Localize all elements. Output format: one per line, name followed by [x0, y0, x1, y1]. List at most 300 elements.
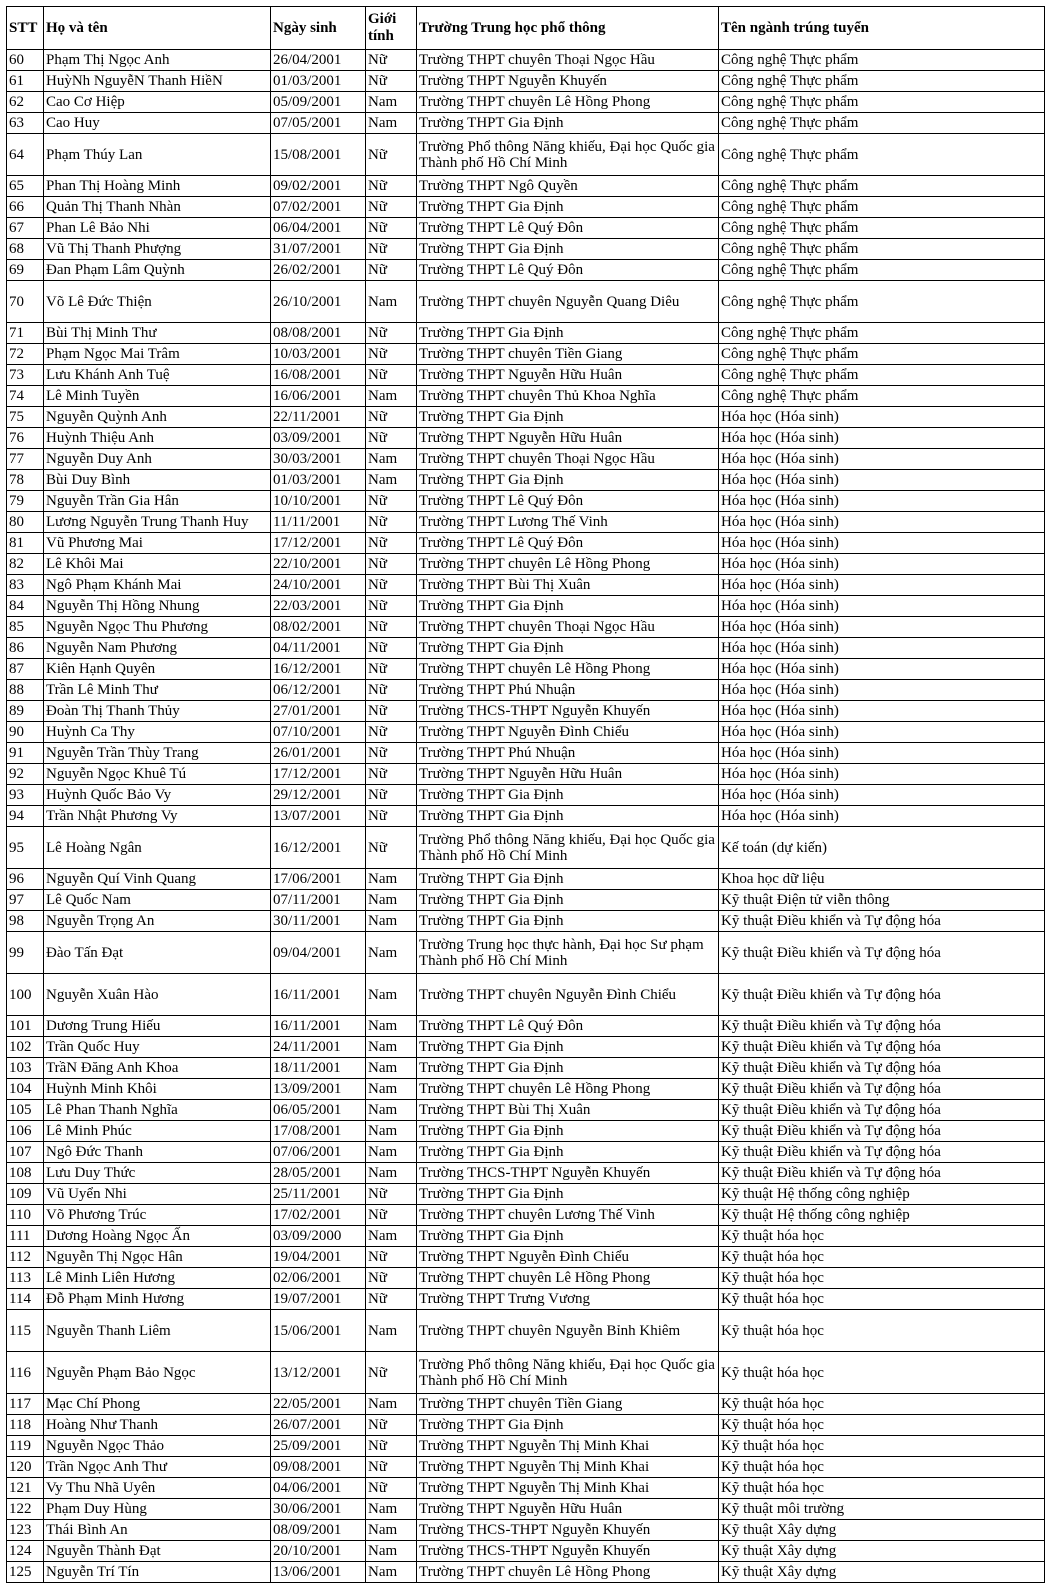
table-row [7, 701, 1045, 722]
table-row [7, 1310, 1045, 1352]
cell-dob: 28/05/2001 [271, 1163, 366, 1184]
cell-major: Hóa học (Hóa sinh) [719, 491, 1045, 512]
cell-name: Lưu Duy Thức [44, 1163, 271, 1184]
cell-gender: Nam [366, 1541, 417, 1562]
cell-dob: 16/12/2001 [271, 827, 366, 869]
cell-stt: 122 [7, 1499, 44, 1520]
cell-gender: Nữ [366, 827, 417, 869]
cell-stt: 98 [7, 911, 44, 932]
table-row [7, 764, 1045, 785]
cell-gender: Nam [366, 1520, 417, 1541]
cell-name: Dương Hoàng Ngọc Ấn [44, 1226, 271, 1247]
cell-school: Trường THPT Nguyễn Đình Chiểu [417, 1247, 719, 1268]
cell-stt: 76 [7, 428, 44, 449]
cell-name: Trần Quốc Huy [44, 1037, 271, 1058]
cell-school: Trường THPT chuyên Lê Hồng Phong [417, 92, 719, 113]
cell-major: Công nghệ Thực phẩm [719, 344, 1045, 365]
cell-major: Công nghệ Thực phẩm [719, 50, 1045, 71]
cell-major: Hóa học (Hóa sinh) [719, 575, 1045, 596]
cell-gender: Nữ [366, 1289, 417, 1310]
cell-dob: 06/04/2001 [271, 218, 366, 239]
cell-stt: 117 [7, 1394, 44, 1415]
cell-major: Hóa học (Hóa sinh) [719, 743, 1045, 764]
table-row [7, 743, 1045, 764]
cell-school: Trường THPT Gia Định [417, 1415, 719, 1436]
cell-name: Vũ Thị Thanh Phượng [44, 239, 271, 260]
cell-major: Hóa học (Hóa sinh) [719, 428, 1045, 449]
cell-major: Hóa học (Hóa sinh) [719, 785, 1045, 806]
cell-school: Trường THPT Gia Định [417, 806, 719, 827]
table-row [7, 50, 1045, 71]
cell-school: Trường THPT Gia Định [417, 1142, 719, 1163]
cell-dob: 26/10/2001 [271, 281, 366, 323]
cell-stt: 114 [7, 1289, 44, 1310]
cell-stt: 119 [7, 1436, 44, 1457]
cell-gender: Nữ [366, 680, 417, 701]
cell-name: Nguyễn Thị Hồng Nhung [44, 596, 271, 617]
cell-school: Trường THPT Gia Định [417, 890, 719, 911]
cell-dob: 22/05/2001 [271, 1394, 366, 1415]
cell-school: Trường Phổ thông Năng khiếu, Đại học Quốc gia Thành phố Hồ Chí Minh [417, 134, 719, 176]
cell-school: Trường THPT Lê Quý Đôn [417, 533, 719, 554]
cell-school: Trường THPT Gia Định [417, 407, 719, 428]
cell-gender: Nam [366, 911, 417, 932]
cell-stt: 65 [7, 176, 44, 197]
cell-dob: 26/02/2001 [271, 260, 366, 281]
cell-dob: 19/04/2001 [271, 1247, 366, 1268]
cell-stt: 89 [7, 701, 44, 722]
cell-name: Trần Lê Minh Thư [44, 680, 271, 701]
cell-stt: 111 [7, 1226, 44, 1247]
cell-school: Trường THCS-THPT Nguyễn Khuyến [417, 1520, 719, 1541]
admissions-table [6, 6, 1045, 1583]
table-row [7, 533, 1045, 554]
cell-major: Kỹ thuật hóa học [719, 1310, 1045, 1352]
cell-dob: 15/06/2001 [271, 1310, 366, 1352]
cell-major: Hóa học (Hóa sinh) [719, 554, 1045, 575]
cell-school: Trường THPT Gia Định [417, 638, 719, 659]
table-row [7, 1268, 1045, 1289]
header-gender: Giới tính [366, 7, 417, 50]
cell-stt: 60 [7, 50, 44, 71]
cell-major: Công nghệ Thực phẩm [719, 239, 1045, 260]
cell-dob: 16/06/2001 [271, 386, 366, 407]
cell-major: Công nghệ Thực phẩm [719, 197, 1045, 218]
cell-name: Phạm Thúy Lan [44, 134, 271, 176]
cell-dob: 08/02/2001 [271, 617, 366, 638]
cell-school: Trường THPT Nguyễn Thị Minh Khai [417, 1436, 719, 1457]
cell-stt: 88 [7, 680, 44, 701]
cell-gender: Nữ [366, 50, 417, 71]
cell-name: Ngô Phạm Khánh Mai [44, 575, 271, 596]
cell-gender: Nam [366, 869, 417, 890]
cell-stt: 69 [7, 260, 44, 281]
cell-dob: 30/06/2001 [271, 1499, 366, 1520]
cell-name: Phạm Duy Hùng [44, 1499, 271, 1520]
cell-dob: 13/06/2001 [271, 1562, 366, 1583]
cell-stt: 113 [7, 1268, 44, 1289]
cell-gender: Nam [366, 386, 417, 407]
cell-name: Vũ Uyển Nhi [44, 1184, 271, 1205]
cell-stt: 72 [7, 344, 44, 365]
cell-name: Đan Phạm Lâm Quỳnh [44, 260, 271, 281]
table-row [7, 1394, 1045, 1415]
cell-major: Kỹ thuật Xây dựng [719, 1520, 1045, 1541]
cell-stt: 80 [7, 512, 44, 533]
cell-dob: 09/08/2001 [271, 1457, 366, 1478]
cell-dob: 10/10/2001 [271, 491, 366, 512]
cell-name: TrầN Đăng Anh Khoa [44, 1058, 271, 1079]
cell-major: Công nghệ Thực phẩm [719, 260, 1045, 281]
cell-major: Công nghệ Thực phẩm [719, 365, 1045, 386]
cell-gender: Nữ [366, 722, 417, 743]
cell-school: Trường THPT chuyên Tiền Giang [417, 344, 719, 365]
table-row [7, 596, 1045, 617]
cell-stt: 100 [7, 974, 44, 1016]
cell-stt: 81 [7, 533, 44, 554]
cell-stt: 74 [7, 386, 44, 407]
cell-major: Hóa học (Hóa sinh) [719, 764, 1045, 785]
cell-gender: Nam [366, 890, 417, 911]
cell-dob: 05/09/2001 [271, 92, 366, 113]
cell-gender: Nữ [366, 1478, 417, 1499]
cell-school: Trường THCS-THPT Nguyễn Khuyến [417, 1541, 719, 1562]
cell-school: Trường THPT Gia Định [417, 785, 719, 806]
cell-school: Trường THPT chuyên Nguyễn Bỉnh Khiêm [417, 1310, 719, 1352]
cell-gender: Nữ [366, 1184, 417, 1205]
cell-gender: Nam [366, 1562, 417, 1583]
cell-name: Ngô Đức Thanh [44, 1142, 271, 1163]
cell-school: Trường THPT Gia Định [417, 197, 719, 218]
cell-name: Nguyễn Ngọc Thảo [44, 1436, 271, 1457]
cell-dob: 31/07/2001 [271, 239, 366, 260]
cell-major: Kỹ thuật hóa học [719, 1352, 1045, 1394]
cell-school: Trường THPT Gia Định [417, 869, 719, 890]
cell-gender: Nam [366, 974, 417, 1016]
cell-gender: Nữ [366, 239, 417, 260]
table-row [7, 1163, 1045, 1184]
cell-stt: 125 [7, 1562, 44, 1583]
cell-dob: 19/07/2001 [271, 1289, 366, 1310]
cell-name: Thái Bình An [44, 1520, 271, 1541]
cell-gender: Nữ [366, 407, 417, 428]
table-row [7, 911, 1045, 932]
cell-stt: 118 [7, 1415, 44, 1436]
cell-name: Nguyễn Xuân Hào [44, 974, 271, 1016]
cell-gender: Nữ [366, 260, 417, 281]
cell-major: Kỹ thuật Điều khiển và Tự động hóa [719, 1100, 1045, 1121]
cell-school: Trường THPT Nguyễn Hữu Huân [417, 764, 719, 785]
cell-major: Kỹ thuật Hệ thống công nghiệp [719, 1205, 1045, 1226]
cell-school: Trường THPT chuyên Thoại Ngọc Hầu [417, 617, 719, 638]
table-row [7, 428, 1045, 449]
cell-dob: 16/08/2001 [271, 365, 366, 386]
cell-stt: 82 [7, 554, 44, 575]
cell-name: Đỗ Phạm Minh Hương [44, 1289, 271, 1310]
cell-name: Lê Hoàng Ngân [44, 827, 271, 869]
cell-name: Trần Ngọc Anh Thư [44, 1457, 271, 1478]
cell-stt: 95 [7, 827, 44, 869]
cell-dob: 03/09/2000 [271, 1226, 366, 1247]
table-row [7, 1142, 1045, 1163]
cell-major: Kỹ thuật Điện tử viễn thông [719, 890, 1045, 911]
cell-dob: 26/07/2001 [271, 1415, 366, 1436]
table-row [7, 491, 1045, 512]
cell-gender: Nữ [366, 344, 417, 365]
table-row [7, 890, 1045, 911]
cell-school: Trường THCS-THPT Nguyễn Khuyến [417, 701, 719, 722]
table-row [7, 449, 1045, 470]
cell-gender: Nữ [366, 71, 417, 92]
cell-school: Trường THPT Nguyễn Hữu Huân [417, 1499, 719, 1520]
cell-name: Nguyễn Trọng An [44, 911, 271, 932]
cell-gender: Nam [366, 1100, 417, 1121]
table-row [7, 239, 1045, 260]
cell-name: Lương Nguyễn Trung Thanh Huy [44, 512, 271, 533]
cell-name: Nguyễn Duy Anh [44, 449, 271, 470]
cell-stt: 67 [7, 218, 44, 239]
cell-name: Lê Khôi Mai [44, 554, 271, 575]
cell-name: Đoàn Thị Thanh Thủy [44, 701, 271, 722]
cell-gender: Nữ [366, 134, 417, 176]
table-row [7, 869, 1045, 890]
cell-name: Phạm Ngọc Mai Trâm [44, 344, 271, 365]
table-row [7, 1226, 1045, 1247]
cell-dob: 30/03/2001 [271, 449, 366, 470]
table-row [7, 113, 1045, 134]
cell-gender: Nữ [366, 743, 417, 764]
cell-dob: 09/04/2001 [271, 932, 366, 974]
cell-gender: Nữ [366, 512, 417, 533]
cell-school: Trường THPT chuyên Lê Hồng Phong [417, 1079, 719, 1100]
cell-major: Công nghệ Thực phẩm [719, 281, 1045, 323]
cell-major: Công nghệ Thực phẩm [719, 92, 1045, 113]
cell-dob: 07/05/2001 [271, 113, 366, 134]
table-row [7, 680, 1045, 701]
cell-name: Vy Thu Nhã Uyên [44, 1478, 271, 1499]
table-row [7, 617, 1045, 638]
cell-major: Công nghệ Thực phẩm [719, 218, 1045, 239]
cell-school: Trường THPT Lê Quý Đôn [417, 218, 719, 239]
table-row [7, 323, 1045, 344]
cell-school: Trường THPT Gia Định [417, 1184, 719, 1205]
cell-name: Dương Trung Hiếu [44, 1016, 271, 1037]
table-row [7, 785, 1045, 806]
cell-dob: 17/02/2001 [271, 1205, 366, 1226]
cell-school: Trường THPT chuyên Nguyễn Quang Diêu [417, 281, 719, 323]
cell-major: Kỹ thuật hóa học [719, 1478, 1045, 1499]
table-row [7, 1100, 1045, 1121]
table-row [7, 1079, 1045, 1100]
table-row [7, 197, 1045, 218]
cell-stt: 112 [7, 1247, 44, 1268]
cell-name: Huỳnh Ca Thy [44, 722, 271, 743]
cell-dob: 13/09/2001 [271, 1079, 366, 1100]
cell-stt: 84 [7, 596, 44, 617]
cell-name: Võ Lê Đức Thiện [44, 281, 271, 323]
table-row [7, 1037, 1045, 1058]
cell-stt: 68 [7, 239, 44, 260]
cell-major: Hóa học (Hóa sinh) [719, 638, 1045, 659]
cell-major: Công nghệ Thực phẩm [719, 134, 1045, 176]
table-row [7, 344, 1045, 365]
cell-dob: 15/08/2001 [271, 134, 366, 176]
cell-major: Hóa học (Hóa sinh) [719, 806, 1045, 827]
cell-gender: Nam [366, 1079, 417, 1100]
cell-dob: 22/03/2001 [271, 596, 366, 617]
cell-dob: 24/10/2001 [271, 575, 366, 596]
cell-gender: Nữ [366, 554, 417, 575]
table-row [7, 1247, 1045, 1268]
cell-stt: 109 [7, 1184, 44, 1205]
cell-gender: Nữ [366, 1268, 417, 1289]
table-row [7, 932, 1045, 974]
cell-major: Công nghệ Thực phẩm [719, 323, 1045, 344]
cell-gender: Nam [366, 281, 417, 323]
cell-school: Trường THPT chuyên Lê Hồng Phong [417, 1268, 719, 1289]
cell-gender: Nữ [366, 428, 417, 449]
cell-gender: Nữ [366, 1205, 417, 1226]
cell-dob: 26/01/2001 [271, 743, 366, 764]
cell-stt: 96 [7, 869, 44, 890]
cell-gender: Nam [366, 1037, 417, 1058]
cell-dob: 26/04/2001 [271, 50, 366, 71]
cell-name: Bùi Duy Bình [44, 470, 271, 491]
cell-major: Kỹ thuật hóa học [719, 1226, 1045, 1247]
cell-dob: 17/12/2001 [271, 533, 366, 554]
cell-school: Trường Phổ thông Năng khiếu, Đại học Quốc gia Thành phố Hồ Chí Minh [417, 1352, 719, 1394]
cell-major: Hóa học (Hóa sinh) [719, 512, 1045, 533]
cell-name: Nguyễn Trí Tín [44, 1562, 271, 1583]
cell-school: Trường THPT Phú Nhuận [417, 743, 719, 764]
cell-stt: 92 [7, 764, 44, 785]
cell-dob: 17/06/2001 [271, 869, 366, 890]
cell-gender: Nam [366, 1394, 417, 1415]
table-row [7, 1415, 1045, 1436]
cell-major: Kỹ thuật Hệ thống công nghiệp [719, 1184, 1045, 1205]
table-row [7, 1478, 1045, 1499]
cell-gender: Nam [366, 92, 417, 113]
header-name: Họ và tên [44, 7, 271, 50]
cell-gender: Nam [366, 1310, 417, 1352]
cell-major: Kỹ thuật Điều khiển và Tự động hóa [719, 1142, 1045, 1163]
cell-name: Nguyễn Ngọc Khuê Tú [44, 764, 271, 785]
cell-name: Nguyễn Thành Đạt [44, 1541, 271, 1562]
cell-name: Lê Phan Thanh Nghĩa [44, 1100, 271, 1121]
cell-major: Công nghệ Thực phẩm [719, 113, 1045, 134]
cell-school: Trường THPT Bùi Thị Xuân [417, 1100, 719, 1121]
cell-name: Phan Thị Hoàng Minh [44, 176, 271, 197]
cell-stt: 102 [7, 1037, 44, 1058]
cell-school: Trường THPT Phú Nhuận [417, 680, 719, 701]
table-row [7, 260, 1045, 281]
cell-name: Cao Huy [44, 113, 271, 134]
cell-school: Trường THPT chuyên Lê Hồng Phong [417, 659, 719, 680]
cell-gender: Nữ [366, 806, 417, 827]
cell-name: Nguyễn Thanh Liêm [44, 1310, 271, 1352]
cell-gender: Nữ [366, 1247, 417, 1268]
cell-major: Hóa học (Hóa sinh) [719, 680, 1045, 701]
cell-school: Trường THPT Gia Định [417, 239, 719, 260]
cell-gender: Nam [366, 449, 417, 470]
cell-dob: 01/03/2001 [271, 71, 366, 92]
cell-dob: 22/11/2001 [271, 407, 366, 428]
cell-dob: 25/11/2001 [271, 1184, 366, 1205]
cell-school: Trường THPT Bùi Thị Xuân [417, 575, 719, 596]
cell-name: Nguyễn Thị Ngọc Hân [44, 1247, 271, 1268]
cell-school: Trường THPT Nguyễn Khuyến [417, 71, 719, 92]
cell-stt: 71 [7, 323, 44, 344]
cell-gender: Nữ [366, 575, 417, 596]
cell-stt: 86 [7, 638, 44, 659]
cell-school: Trường THPT chuyên Thoại Ngọc Hầu [417, 50, 719, 71]
cell-major: Hóa học (Hóa sinh) [719, 659, 1045, 680]
cell-dob: 07/06/2001 [271, 1142, 366, 1163]
cell-school: Trường THCS-THPT Nguyễn Khuyến [417, 1163, 719, 1184]
cell-school: Trường THPT Lương Thế Vinh [417, 512, 719, 533]
cell-school: Trường THPT Gia Định [417, 911, 719, 932]
cell-name: Cao Cơ Hiệp [44, 92, 271, 113]
cell-stt: 66 [7, 197, 44, 218]
cell-stt: 63 [7, 113, 44, 134]
cell-dob: 07/11/2001 [271, 890, 366, 911]
cell-major: Hóa học (Hóa sinh) [719, 533, 1045, 554]
cell-dob: 17/12/2001 [271, 764, 366, 785]
cell-name: Đào Tấn Đạt [44, 932, 271, 974]
table-row [7, 92, 1045, 113]
cell-major: Kỹ thuật Điều khiển và Tự động hóa [719, 1079, 1045, 1100]
cell-name: Huỳnh Minh Khôi [44, 1079, 271, 1100]
cell-school: Trường THPT Gia Định [417, 470, 719, 491]
cell-school: Trường THPT chuyên Lê Hồng Phong [417, 554, 719, 575]
cell-gender: Nữ [366, 638, 417, 659]
cell-gender: Nữ [366, 323, 417, 344]
cell-dob: 30/11/2001 [271, 911, 366, 932]
cell-name: Hoàng Như Thanh [44, 1415, 271, 1436]
table-row [7, 470, 1045, 491]
cell-school: Trường THPT Trưng Vương [417, 1289, 719, 1310]
cell-school: Trường THPT Gia Định [417, 596, 719, 617]
cell-dob: 18/11/2001 [271, 1058, 366, 1079]
cell-major: Kỹ thuật hóa học [719, 1415, 1045, 1436]
cell-dob: 27/01/2001 [271, 701, 366, 722]
cell-gender: Nữ [366, 197, 417, 218]
cell-major: Kỹ thuật Xây dựng [719, 1562, 1045, 1583]
table-row [7, 1058, 1045, 1079]
table-row [7, 1205, 1045, 1226]
cell-gender: Nữ [366, 1352, 417, 1394]
cell-major: Kỹ thuật Điều khiển và Tự động hóa [719, 1037, 1045, 1058]
cell-stt: 94 [7, 806, 44, 827]
cell-dob: 10/03/2001 [271, 344, 366, 365]
cell-gender: Nữ [366, 1415, 417, 1436]
cell-major: Hóa học (Hóa sinh) [719, 470, 1045, 491]
cell-name: Huỳnh Thiệu Anh [44, 428, 271, 449]
cell-gender: Nữ [366, 365, 417, 386]
cell-gender: Nữ [366, 764, 417, 785]
cell-stt: 85 [7, 617, 44, 638]
table-row [7, 281, 1045, 323]
cell-major: Công nghệ Thực phẩm [719, 71, 1045, 92]
cell-stt: 83 [7, 575, 44, 596]
cell-stt: 116 [7, 1352, 44, 1394]
header-major: Tên ngành trúng tuyển [719, 7, 1045, 50]
cell-school: Trường THPT chuyên Thoại Ngọc Hầu [417, 449, 719, 470]
cell-name: Kiên Hạnh Quyên [44, 659, 271, 680]
cell-stt: 103 [7, 1058, 44, 1079]
cell-name: Huỳnh Quốc Bảo Vy [44, 785, 271, 806]
cell-major: Hóa học (Hóa sinh) [719, 722, 1045, 743]
